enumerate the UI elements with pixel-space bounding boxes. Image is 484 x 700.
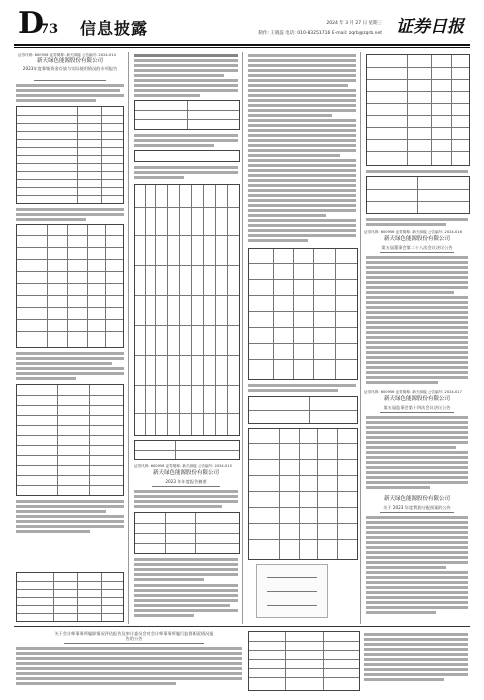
- text-line: [366, 261, 468, 264]
- text-line: [366, 481, 468, 484]
- text-line: [16, 372, 124, 375]
- text-line: [248, 69, 356, 72]
- text-line: [134, 495, 238, 498]
- masthead-rule-thin: [14, 47, 470, 48]
- page-number: 73: [40, 22, 59, 37]
- article-title: 关于 2023 年度利润分配预案的公告: [383, 505, 451, 510]
- text-line: [366, 531, 468, 534]
- text-line: [366, 271, 468, 274]
- text-line: [366, 576, 468, 579]
- text-line: [248, 169, 356, 172]
- text-line: [248, 209, 356, 212]
- article-company: 新天绿色能源股份有限公司: [152, 470, 219, 476]
- text-line: [16, 677, 242, 680]
- announcement-code: 证券代码: 600956 证券简称: 新天绿能 公告编号: 2024-017: [364, 390, 462, 394]
- text-line: [16, 530, 90, 533]
- data-table: [248, 248, 358, 380]
- text-line: [248, 129, 356, 132]
- text-line: [366, 526, 468, 529]
- article-title: 2023年度募集资金存放与实际使用情况的专项报告: [22, 66, 118, 71]
- text-line: [134, 54, 238, 57]
- text-line: [366, 546, 468, 549]
- announcement-code: 证券代码: 600956 证券简称: 新天绿能 公告编号: 2024-014: [18, 53, 116, 57]
- text-line: [366, 421, 468, 424]
- text-line: [366, 276, 468, 279]
- text-line: [366, 466, 468, 469]
- article-company: 新天绿色能源股份有限公司: [36, 58, 103, 64]
- text-line: [366, 591, 468, 594]
- text-line: [16, 213, 124, 216]
- text-line: [248, 139, 356, 142]
- text-line: [248, 119, 356, 122]
- text-line: [366, 331, 468, 334]
- text-line: [134, 594, 238, 597]
- text-line: [16, 99, 96, 102]
- text-line: [366, 436, 468, 439]
- text-line: [366, 451, 468, 454]
- text-line: [364, 663, 468, 666]
- data-table: [134, 100, 240, 130]
- announcement-code: 证券代码: 600956 证券简称: 新天绿能 公告编号: 2024-015: [134, 464, 232, 468]
- text-line: [364, 638, 468, 641]
- text-line: [248, 74, 356, 77]
- article-company: 新天绿色能源股份有限公司: [383, 236, 450, 242]
- text-line: [16, 89, 120, 92]
- text-line: [366, 486, 430, 489]
- text-line: [248, 219, 356, 222]
- text-line: [366, 431, 468, 434]
- title-underline: [380, 252, 454, 253]
- text-line: [366, 381, 438, 384]
- text-line: [366, 426, 468, 429]
- column-1: [14, 52, 126, 624]
- text-line: [366, 471, 468, 474]
- text-line: [366, 306, 468, 309]
- text-line: [366, 446, 456, 449]
- text-line: [364, 678, 444, 681]
- title-underline: [380, 512, 454, 513]
- title-underline: [380, 412, 454, 413]
- text-line: [134, 490, 238, 493]
- text-line: [16, 520, 124, 523]
- masthead: [14, 8, 470, 48]
- article-company: 新天绿色能源股份有限公司: [383, 396, 450, 402]
- text-line: [248, 149, 356, 152]
- text-line: [16, 362, 112, 365]
- data-table: [134, 440, 240, 460]
- data-table: [16, 572, 124, 622]
- text-line: [134, 589, 238, 592]
- text-line: [248, 124, 356, 127]
- text-line: [134, 74, 224, 77]
- text-line: [366, 541, 468, 544]
- text-line: [134, 558, 238, 561]
- text-line: [248, 229, 356, 232]
- text-line: [364, 643, 468, 646]
- text-line: [248, 114, 332, 117]
- title-underline: [152, 486, 220, 487]
- text-line: [248, 194, 356, 197]
- text-line: [364, 653, 468, 656]
- column-2: [132, 52, 240, 624]
- text-line: [364, 658, 468, 661]
- data-table: [134, 150, 240, 162]
- text-line: [16, 515, 124, 518]
- text-line: [366, 376, 468, 379]
- text-line: [366, 356, 468, 359]
- text-line: [366, 223, 446, 226]
- text-line: [134, 69, 238, 72]
- text-line: [134, 578, 204, 581]
- text-line: [134, 573, 238, 576]
- text-line: [134, 584, 238, 587]
- text-line: [366, 341, 468, 344]
- text-line: [248, 224, 356, 227]
- text-line: [16, 352, 124, 355]
- column-4: [364, 52, 470, 624]
- text-line: [366, 291, 454, 294]
- text-line: [134, 500, 238, 503]
- text-line: [248, 94, 356, 97]
- data-table: [16, 106, 124, 204]
- text-line: [366, 346, 468, 349]
- text-line: [134, 599, 238, 602]
- text-line: [366, 321, 468, 324]
- text-line: [134, 171, 238, 174]
- section-title: 信息披露: [80, 19, 149, 38]
- text-line: [134, 568, 238, 571]
- text-line: [248, 239, 308, 242]
- data-table: [248, 396, 358, 424]
- data-table: [134, 512, 240, 554]
- issue-date: 2024 年 3 月 27 日 星期三: [326, 21, 382, 26]
- data-table: [248, 631, 360, 691]
- text-line: [16, 377, 76, 380]
- text-line: [366, 361, 468, 364]
- text-line: [366, 551, 468, 554]
- text-line: [366, 571, 468, 574]
- text-line: [134, 79, 238, 82]
- text-line: [248, 164, 356, 167]
- text-line: [134, 139, 238, 142]
- section-letter: D: [18, 6, 44, 41]
- announcement-code: 证券代码: 600956 证券简称: 新天绿能 公告编号: 2024-016: [364, 230, 462, 234]
- text-line: [366, 351, 468, 354]
- text-line: [364, 633, 468, 636]
- column-divider: [242, 52, 243, 624]
- article-title: 2023 年年度报告摘要: [165, 479, 207, 484]
- text-line: [248, 79, 356, 82]
- text-line: [16, 208, 124, 211]
- text-line: [134, 505, 222, 508]
- masthead-rule: [14, 44, 470, 46]
- text-line: [16, 367, 124, 370]
- article-title: 第五届监事会第十四次会议决议公告: [383, 405, 451, 410]
- text-line: [364, 648, 468, 651]
- text-line: [248, 214, 326, 217]
- text-line: [366, 296, 468, 299]
- text-line: [366, 611, 436, 614]
- text-line: [364, 668, 468, 671]
- text-line: [366, 266, 468, 269]
- text-line: [248, 159, 356, 162]
- title-underline: [34, 80, 106, 81]
- editor-info: 制作: 王晓蕊 电话: 010-83251716 E-mail: zqrb@zqrb.net: [258, 31, 382, 36]
- text-line: [366, 461, 468, 464]
- text-line: [366, 456, 468, 459]
- text-line: [366, 316, 468, 319]
- text-line: [366, 301, 468, 304]
- column-3: [246, 52, 358, 624]
- text-line: [366, 256, 468, 259]
- text-line: [134, 144, 214, 147]
- text-line: [366, 336, 468, 339]
- text-line: [366, 516, 468, 519]
- text-line: [16, 667, 242, 670]
- column-divider: [128, 52, 129, 624]
- text-line: [366, 281, 468, 284]
- text-line: [366, 441, 468, 444]
- text-line: [248, 179, 356, 182]
- data-table: [16, 224, 124, 348]
- text-line: [16, 647, 242, 650]
- text-line: [366, 586, 468, 589]
- text-line: [366, 566, 446, 569]
- text-line: [248, 99, 356, 102]
- data-table: [16, 384, 124, 496]
- title-underline: [64, 643, 204, 644]
- article-company: 新天绿色能源股份有限公司: [383, 496, 450, 502]
- article-title: 关于会计师事务所履职情况评估报告及审计委员会对会计师事务所履行监督职责情况报告的公告: [54, 631, 214, 641]
- text-line: [366, 218, 468, 221]
- text-line: [134, 614, 194, 617]
- article-title: 第五届董事会第二十八次会议决议公告: [381, 245, 453, 250]
- text-line: [134, 604, 230, 607]
- data-table-large: [134, 184, 240, 436]
- data-table: [248, 428, 358, 560]
- text-line: [16, 500, 124, 503]
- data-table: [366, 176, 470, 214]
- text-line: [366, 601, 468, 604]
- text-line: [248, 204, 356, 207]
- text-line: [248, 184, 356, 187]
- text-line: [16, 510, 106, 513]
- text-line: [248, 104, 356, 107]
- text-line: [366, 596, 468, 599]
- text-line: [366, 311, 468, 314]
- text-line: [366, 170, 468, 173]
- text-line: [366, 556, 468, 559]
- text-line: [16, 525, 124, 528]
- text-line: [366, 521, 468, 524]
- text-line: [16, 682, 176, 685]
- text-line: [366, 371, 468, 374]
- text-line: [248, 109, 356, 112]
- text-line: [16, 662, 242, 665]
- text-line: [134, 563, 238, 566]
- text-line: [366, 416, 468, 419]
- bottom-section: [14, 626, 470, 693]
- text-line: [16, 672, 242, 675]
- text-line: [134, 84, 238, 87]
- text-line: [366, 476, 468, 479]
- text-line: [134, 609, 238, 612]
- text-line: [248, 189, 356, 192]
- text-line: [16, 94, 124, 97]
- text-line: [364, 673, 468, 676]
- column-divider: [360, 52, 361, 624]
- text-line: [248, 154, 340, 157]
- text-line: [366, 581, 468, 584]
- text-line: [248, 389, 338, 392]
- text-line: [366, 326, 468, 329]
- data-table: [366, 54, 470, 166]
- text-line: [248, 174, 356, 177]
- text-line: [248, 234, 356, 237]
- text-line: [134, 176, 184, 179]
- text-line: [366, 536, 468, 539]
- text-line: [366, 606, 468, 609]
- text-line: [16, 505, 124, 508]
- text-line: [248, 134, 356, 137]
- text-line: [16, 218, 86, 221]
- text-line: [248, 84, 348, 87]
- text-line: [134, 134, 238, 137]
- text-line: [248, 59, 356, 62]
- text-line: [16, 657, 242, 660]
- text-line: [134, 94, 200, 97]
- text-line: [366, 366, 468, 369]
- text-line: [16, 652, 242, 655]
- text-line: [16, 84, 124, 87]
- text-line: [134, 166, 238, 169]
- newspaper-logo: 证券日报: [396, 17, 464, 37]
- text-line: [248, 384, 356, 387]
- text-line: [16, 357, 124, 360]
- text-line: [134, 64, 238, 67]
- text-line: [134, 89, 238, 92]
- text-line: [248, 54, 356, 57]
- text-line: [366, 286, 468, 289]
- text-line: [248, 89, 356, 92]
- structure-diagram: [256, 564, 328, 618]
- text-line: [248, 64, 356, 67]
- text-line: [248, 144, 356, 147]
- text-line: [248, 199, 356, 202]
- text-line: [134, 59, 238, 62]
- text-line: [366, 561, 468, 564]
